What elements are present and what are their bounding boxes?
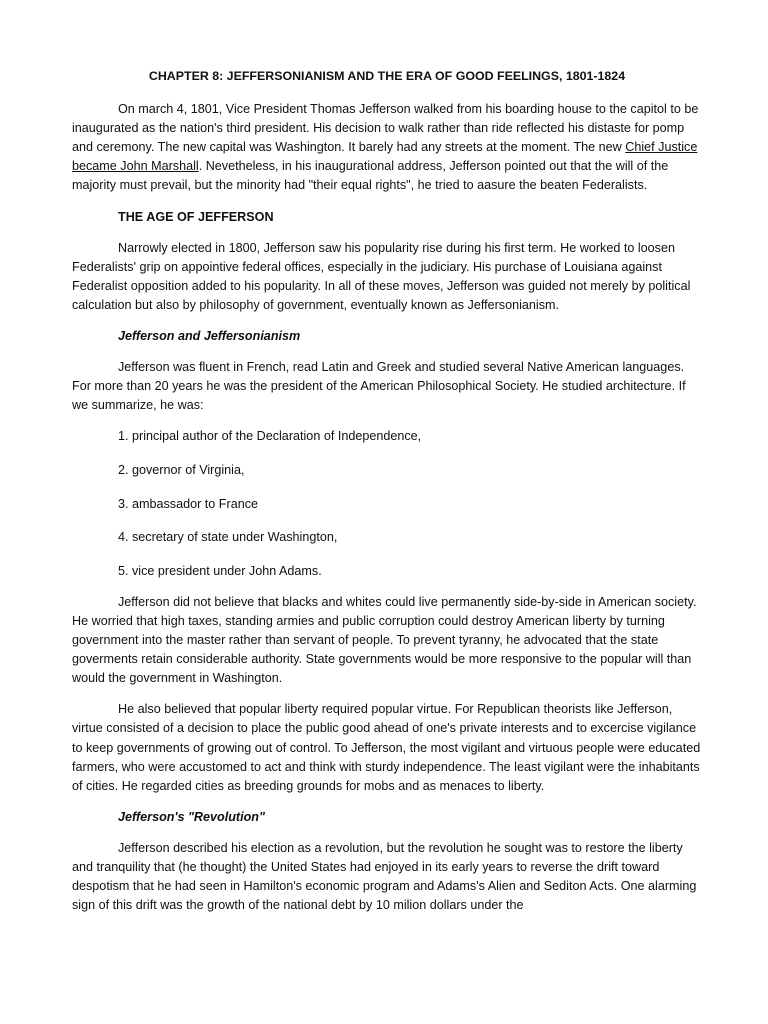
revolution-paragraph: Jefferson described his election as a revolution, but the revolution he sought was to restore the liberty and tranquility that (he thought) the United States had enjoyed in its early years to reverse the drift toward despotism that he had seen in Hamilton's economic program and Adams's Alien and Sediton Acts. One alarming sign of this drift was the growth of the national debt by 10 milion dollars under the <box>72 840 697 913</box>
list-item: 3. ambassador to France <box>118 496 259 511</box>
intro-text-end: . Nevetheless, in his inaugurational address, Jefferson pointed out that the will of the majority must prevail, but the minority had "their equal rights", he tried to aasure the beaten Federalists. <box>72 159 669 193</box>
list-item: 5. vice president under John Adams. <box>118 563 322 578</box>
subheading-jefferson-and-jeffersonianism: Jefferson and Jeffersonianism <box>118 329 301 344</box>
list-item: 1. principal author of the Declaration of Independence, <box>118 429 422 444</box>
intro-text-start: On march 4, 1801, Vice President Thomas Jefferson walked from his boarding house to the capitol to be inaugurated as the nation's third president. His decision to walk rather than ride reflected his distaste for pomp and ceremony. The new capital was Washington. It barely had any streets at the moment. The new <box>72 102 699 155</box>
age-of-jefferson-paragraph: Narrowly elected in 1800, Jefferson saw his popularity rise during his first term. He worked to loosen Federalists' grip on appointive federal offices, especially in the judiciary. His purchase of Louisiana against Federalist opposition added to his popularity. In all of these moves, Jefferson was guided not merely by political calculation but also by philosophy of government, eventually known as Jeffersonianism. <box>72 240 691 312</box>
virtue-paragraph: He also believed that popular liberty required popular virtue. For Republican theorists like Jefferson, virtue consisted of a decision to place the public good ahead of one's private interests and to excercise vigilance to keep governments of growing out of control. To Jefferson, the most vigilant and virtuous people were educated farmers, who were accustomed to act and think with sturdy independence. The least vigilant were the inhabitants of cities. He regarded cities as breeding grounds for mobs and as menaces to liberty. <box>72 702 701 793</box>
tyranny-paragraph: Jefferson did not believe that blacks and whites could live permanently side-by-side in American society. He worried that high taxes, standing armies and public corruption could destroy American liberty by turning government into the master rather than servant of people. To prevent tyranny, he advocated that the state goverments retain considerable authority. State governments would be more responsive to the popular will than would the government in Washington. <box>72 594 697 686</box>
chapter-title: CHAPTER 8: JEFFERSONIANISM AND THE ERA OF GOOD FEELINGS, 1801-1824 <box>148 69 626 83</box>
section-heading-age-of-jefferson: THE AGE OF JEFFERSON <box>118 209 274 224</box>
jeffersonianism-paragraph: Jefferson was fluent in French, read Latin and Greek and studied several Native American languages. For more than 20 years he was the president of the American Philosophical Society. He studied architecture. If we summarize, he was: <box>72 360 686 413</box>
underlined-phrase: Chief Justice became John Marshall <box>72 140 698 174</box>
document-body <box>72 67 702 915</box>
subheading-jeffersons-revolution: Jefferson's "Revolution" <box>118 809 265 824</box>
list-item: 4. secretary of state under Washington, <box>118 530 338 545</box>
list-item: 2. governor of Virginia, <box>118 463 245 477</box>
intro-paragraph <box>72 100 702 195</box>
